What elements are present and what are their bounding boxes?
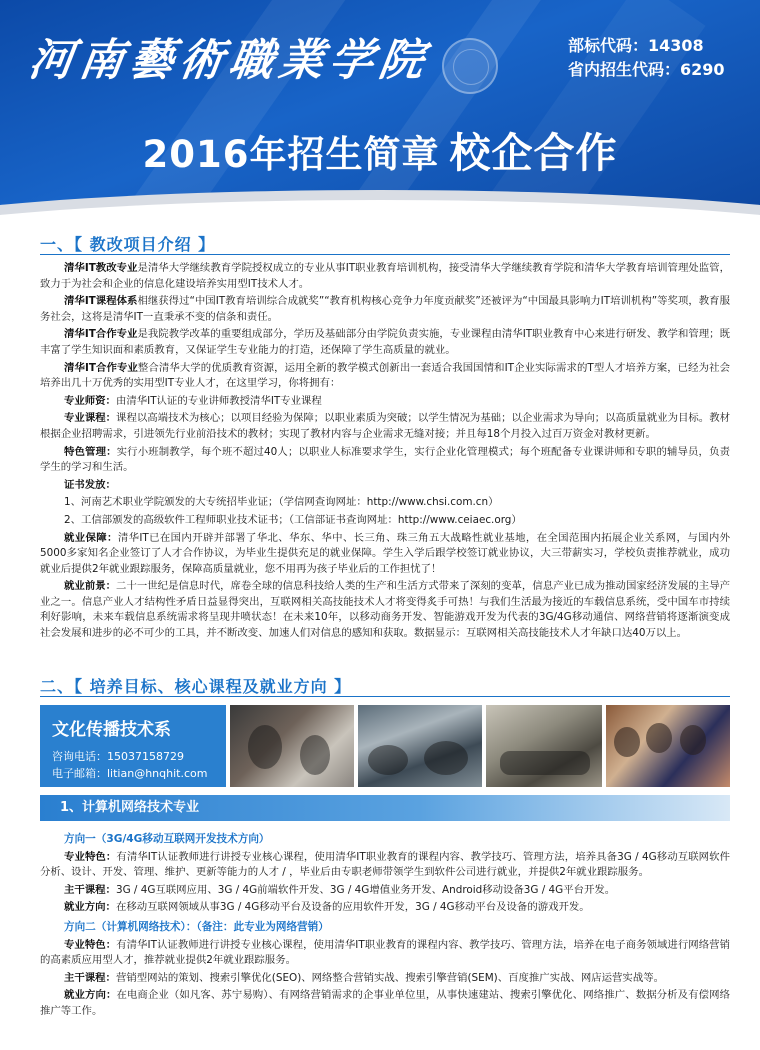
paragraph: 主干课程：营销型网站的策划、搜索引擎优化(SEO)、网络整合营销实战、搜索引擎营销(SEM)、百度推广实战、网店运营实战等。 — [64, 971, 664, 984]
code-ministry: 部标代码：14308 — [568, 36, 704, 55]
paragraph: 就业方向：在移动互联网领域从事3G / 4G移动平台及设备的应用软件开发，3G / 4G移动平台及设备的游戏开发。 — [64, 901, 590, 914]
paragraph-courses: 专业课程：课程以高端技术为核心；以项目经验为保障；以职业素质为突破；以学生情况为基础；以企业需求为导向；以高质量就业为目标。教材根据企业招聘需求，引进领先行业前沿技术的教材；实现了教材内容与企业需求无缝对接；并且每18个月投入过百万资金对教材更新。 — [40, 412, 731, 440]
section-2-title: 二、【 培养目标、核心课程及就业方向 】 — [40, 677, 352, 696]
school-seal-icon — [442, 38, 498, 94]
department-email: 电子邮箱：litian@hnqhit.com — [52, 767, 208, 780]
major-title-bar: 1、计算机网络技术专业 — [40, 795, 730, 821]
header-banner — [0, 0, 760, 218]
paragraph: 就业方向：在电商企业（如凡客、苏宁易购）、有网络营销需求的企事业单位里，从事快速建站、搜索引擎优化、网络推广、数据分析及有偿网络推广等工作。 — [40, 989, 731, 1017]
lecture-photo — [486, 705, 602, 787]
paragraph: 清华IT教改专业是清华大学继续教育学院授权成立的专业从事IT职业教育培训机构，接受清华大学继续教育学院和清华大学教育培训管理处监管，致力于为社会和企业的信息化建设培养实用型IT技术人才。 — [40, 262, 730, 290]
certificate-item: 1、河南艺术职业学院颁发的大专统招毕业证；（学信网查询网址：http://www.chsi.com.cn） — [64, 496, 499, 509]
main-title-text: 2016年招生简章 — [142, 133, 440, 176]
enrollment-codes — [568, 34, 725, 82]
paragraph-management: 特色管理：实行小班制教学，每个班不超过40人；以职业人标准要求学生，实行企业化管理模式；每个班配备专业课讲师和专职的辅导员，负责学生的学习和生活。 — [40, 445, 731, 474]
main-title-emphasis: 校企合作 — [449, 129, 618, 177]
direction-2-title: 方向二（计算机网络技术）：（备注：此专业为网络营销） — [64, 920, 329, 933]
paragraph-prospects: 就业前景：二十一世纪是信息时代，席卷全球的信息科技给人类的生产和生活方式带来了深刻的变革，信息产业已成为推动国家经济发展的主导产业之一。信息产业人才结构性矛盾日益显得突出，互联网相关高技能技术人才将变得炙手可热！与我们生活最为接近的车载信息系统，受中国车市持续利好影响，未来车载信息系统需求将呈现井喷状态！在未来10年，以移动商务开发、智能游戏开发为代表的3G/4G移动通信、网络营销将逐渐演变成社会发展和进步的必不可少的工具，并不断改变、加速人们对信息的感知和获取。数据显示：互联网相关高技能技术人才年缺口达40万以上。 — [40, 580, 731, 640]
main-title — [0, 120, 760, 179]
section-2-body — [40, 828, 730, 1022]
paragraph: 清华IT合作专业是我院教学改革的重要组成部分，学历及基础部分由学院负责实施，专业课程由清华IT职业教育中心来进行研发、教学和管理；既丰富了学生知识面和素质教育，又保证学生专业能力的打造，还保障了学生高质量的就业。 — [40, 328, 730, 356]
section-2-divider — [40, 696, 730, 697]
department-banner — [40, 705, 226, 787]
students-group-photo — [606, 705, 730, 787]
section-1-divider — [40, 254, 730, 255]
paragraph: 清华IT课程体系相继获得过“中国IT教育培训综合成就奖”“教育机构核心竞争力年度贡献奖”还被评为“中国最具影响力IT培训机构”等奖项，教育服务社会，这将是清华IT一直秉承不变的信条和责任。 — [40, 295, 730, 323]
computer-lab-photo — [358, 705, 482, 787]
paragraph: 主干课程：3G / 4G互联网应用、3G / 4G前端软件开发、3G / 4G增值业务开发、Android移动设备3G / 4G平台开发。 — [64, 883, 616, 896]
paragraph: 清华IT合作专业整合清华大学的优质教育资源，运用全新的教学模式创新出一套适合我国国情和IT企业实际需求的T型人才培养方案，已经为社会培养出几十万优秀的实用型IT专业人才，在这里学习，你将拥有： — [40, 361, 730, 390]
department-name: 文化传播技术系 — [52, 720, 171, 740]
school-name-calligraphy: 河南藝術職業学院 — [25, 35, 433, 86]
code-province: 省内招生代码：6290 — [568, 60, 725, 79]
certificate-item: 2、工信部颁发的高级软件工程师职业技术证书；（工信部证书查询网址：http://www.ceiaec.org） — [64, 513, 522, 526]
paragraph-certificates: 证书发放： — [64, 478, 116, 491]
paragraph-employment: 就业保障：清华IT已在国内开辟并部署了华北、华东、华中、长三角、珠三角五大战略性就业基地，在全国范围内拓展企业关系网，与国内外5000多家知名企业签订了人才合作协议，为毕业生提供充足的就业保障。学生入学后跟学校签订就业协议，大三带薪实习，学校负责推荐就业，成功就业后提供2年就业跟踪服务，保障高质量就业，您不用再为孩子毕业后的工作担忧了！ — [40, 531, 731, 575]
paragraph: 专业特色：有清华IT认证教师进行讲授专业核心课程，使用清华IT职业教育的课程内容、教学技巧、管理方法，培养具备3G / 4G移动互联网软件分析、设计、开发、管理、维护、更新等能力的人才 / ，毕业后由专职老师带领学生到软件公司进行就业，并提供2年就业跟踪服务。 — [40, 850, 731, 879]
section-1-title: 一、【 教改项目介绍 】 — [40, 235, 216, 254]
paragraph: 专业特色：有清华IT认证教师进行讲授专业核心课程，使用清华IT职业教育的课程内容、教学技巧、管理方法，培养在电子商务领域进行网络营销的高素质应用型人才，推荐就业提供2年就业跟踪服务。 — [40, 938, 730, 967]
department-phone: 咨询电话：15037158729 — [52, 750, 184, 763]
classroom-photo — [230, 705, 354, 787]
direction-1-title: 方向一（3G/4G移动互联网开发技术方向） — [64, 833, 270, 845]
section-1-body — [40, 261, 730, 644]
paragraph-teachers: 专业师资：由清华IT认证的专业讲师教授清华IT专业课程 — [64, 394, 322, 407]
